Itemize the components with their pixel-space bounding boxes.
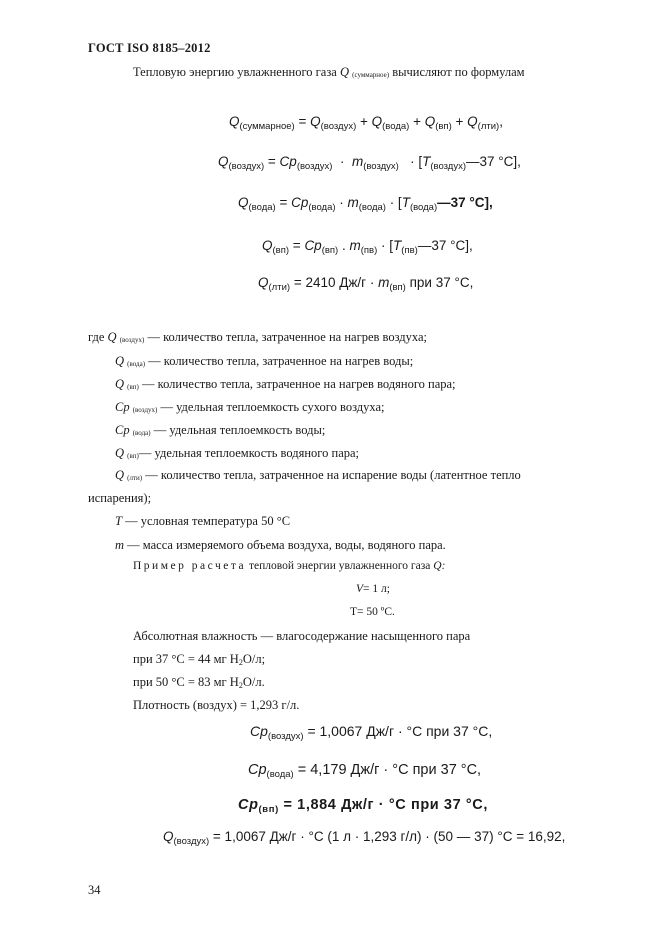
intro-symbol: Q bbox=[339, 65, 349, 79]
definition-text: — масса измеряемого объема воздуха, воды, водяного пара. bbox=[124, 538, 446, 552]
result-sub: (воздух) bbox=[173, 836, 210, 847]
formula-air-m: m bbox=[351, 154, 364, 169]
definition-item bbox=[115, 424, 325, 437]
definition-item bbox=[115, 469, 521, 482]
definition-sub: (воздух) bbox=[119, 336, 145, 344]
formula-water-tail: —37 °C], bbox=[437, 195, 493, 210]
formula-vapor-lhs-sub: (вп) bbox=[272, 245, 290, 256]
definition-lead: где bbox=[88, 330, 108, 344]
result-symbol: Cp bbox=[248, 762, 267, 778]
formula-air-m-sub: (воздух) bbox=[363, 161, 399, 172]
definition-symbol: Q bbox=[115, 446, 125, 460]
definition-symbol: Q bbox=[115, 468, 125, 482]
definition-sub: (воздух) bbox=[132, 406, 158, 414]
example-temperature: T= 50 ºC. bbox=[350, 606, 395, 618]
formula-water-t: T bbox=[401, 195, 410, 210]
formula-latent-m: m bbox=[378, 275, 390, 290]
result-sub: (воздух) bbox=[267, 731, 304, 742]
definition-sub: (лти) bbox=[127, 474, 143, 482]
formula-total-term4-sub: (лти) bbox=[477, 121, 500, 132]
definition-item bbox=[88, 331, 427, 344]
formula-vapor-t-sub: (пв) bbox=[401, 245, 418, 256]
formula-vapor-tail: —37 °C], bbox=[417, 238, 473, 253]
formula-latent-tail: при 37 °C, bbox=[405, 275, 474, 290]
formula-total-lhs: Q bbox=[229, 114, 240, 129]
formula-latent-lhs-sub: (лти) bbox=[268, 282, 291, 293]
formula-water: $Q_{(вода)} = Cp_{(вода)} \cdot m_{(вода)}$ · [$T_{(вода)}—37$ °C], bbox=[238, 195, 493, 213]
definition-symbol: m bbox=[115, 538, 125, 552]
definition-symbol: Q bbox=[115, 354, 125, 368]
formula-water-cp-sub: (вода) bbox=[308, 202, 336, 213]
definition-text: — удельная теплоемкость сухого воздуха; bbox=[157, 400, 385, 414]
definition-text: — удельная теплоемкость водяного пара; bbox=[138, 446, 360, 460]
humidity-37-b: O/л; bbox=[242, 652, 266, 666]
result-cp-air bbox=[250, 723, 492, 742]
definition-symbol: Q bbox=[115, 377, 125, 391]
result-sub: (вп) bbox=[258, 804, 279, 815]
formula-air-tail: —37 °C], bbox=[465, 154, 521, 169]
formula-vapor-t: T bbox=[393, 238, 402, 253]
example-volume bbox=[356, 584, 390, 596]
humidity-50-a: при 50 °C = 83 мг H bbox=[133, 675, 239, 689]
absolute-humidity-line: Абсолютная влажность — влагосодержание насыщенного пара bbox=[133, 629, 471, 643]
intro-after: вычисляют по формулам bbox=[389, 65, 525, 79]
intro-subscript: (суммарное) bbox=[352, 71, 390, 79]
formula-air-t: T bbox=[422, 154, 431, 169]
definition-text: — удельная теплоемкость воды; bbox=[150, 423, 326, 437]
formula-total-term4: Q bbox=[467, 114, 478, 129]
result-symbol: Cp bbox=[238, 797, 259, 813]
result-sub: (вода) bbox=[266, 769, 294, 780]
page-number: 34 bbox=[88, 883, 101, 897]
definition-symbol: Cp bbox=[115, 400, 130, 414]
formula-water-m: m bbox=[347, 195, 359, 210]
example-label: Пример расчета bbox=[133, 560, 247, 572]
formula-water-lhs-sub: (вода) bbox=[248, 202, 276, 213]
definition-text: — количество тепла, затраченное на нагрев воды; bbox=[145, 354, 414, 368]
formula-vapor-cp-sub: (вп) bbox=[321, 245, 339, 256]
formula-total-term2-sub: (вода) bbox=[382, 121, 410, 132]
formula-latent-m-sub: (вп) bbox=[389, 282, 406, 293]
result-text: = 1,0067 Дж/г · °C (1 л · 1,293 г/л) · (50 — 37) °C = 16,92, bbox=[212, 829, 566, 844]
formula-latent-lhs: Q bbox=[258, 275, 269, 290]
formula-water-lhs: Q bbox=[238, 195, 249, 210]
humidity-50-sub: 2 bbox=[238, 681, 243, 690]
formula-water-cp: Cp bbox=[291, 195, 309, 210]
formula-total-term3-sub: (вп) bbox=[435, 121, 452, 132]
definition-item bbox=[115, 401, 385, 414]
result-symbol: Q bbox=[163, 829, 174, 844]
definition-text: — количество тепла, затраченное на нагрев водяного пара; bbox=[138, 377, 456, 391]
result-q-air bbox=[163, 829, 565, 847]
result-symbol: Cp bbox=[250, 723, 268, 739]
formula-vapor-m-sub: (пв) bbox=[360, 245, 378, 256]
formula-total: $Q_{(суммарное)} = Q_{(воздух)} + Q_{(вода)} + Q_{(вп)} + Q_{(лти)}$, bbox=[229, 114, 503, 132]
formula-air: $Q_{(воздух)} = Cp_{(воздух)} \cdot m_{(воздух)}$ · [$T_{(воздух)}—37$ °C], bbox=[218, 154, 521, 172]
humidity-37 bbox=[133, 653, 265, 667]
definition-text: — количество тепла, затраченное на испарение воды (латентное тепло bbox=[142, 468, 521, 482]
formula-vapor-m: m bbox=[349, 238, 361, 253]
definition-symbol: T bbox=[115, 514, 122, 528]
volume-symbol: V bbox=[356, 583, 364, 595]
formula-air-lhs: Q bbox=[218, 154, 229, 169]
volume-value: = 1 л; bbox=[363, 583, 390, 595]
definition-symbol: Q bbox=[107, 330, 117, 344]
formula-total-term2: Q bbox=[371, 114, 383, 129]
result-text: = 4,179 Дж/г · °C при 37 °C, bbox=[297, 762, 482, 778]
result-text: = 1,884 Дж/г · °C при 37 °C, bbox=[283, 797, 488, 813]
formula-air-lhs-sub: (воздух) bbox=[228, 161, 265, 172]
intro-before: Тепловую энергию увлажненного газа bbox=[133, 65, 340, 79]
formula-total-term1: Q bbox=[310, 114, 321, 129]
definition-sub: (вп) bbox=[127, 383, 139, 391]
definition-sub: (вода) bbox=[132, 429, 151, 437]
humidity-50 bbox=[133, 676, 265, 690]
definition-item bbox=[115, 515, 290, 528]
result-cp-vapor bbox=[238, 797, 488, 815]
formula-air-t-sub: (воздух) bbox=[430, 161, 466, 172]
definition-item bbox=[115, 355, 413, 368]
formula-air-cp-sub: (воздух) bbox=[296, 161, 333, 172]
formula-latent-value: = 2410 Дж/г · bbox=[293, 275, 379, 290]
definition-text: — условная температура 50 °C bbox=[121, 514, 291, 528]
definition-continuation bbox=[88, 492, 151, 505]
formula-total-lhs-sub: (суммарное) bbox=[239, 121, 295, 132]
formula-vapor-cp: Cp bbox=[304, 238, 322, 253]
example-symbol: Q: bbox=[433, 560, 446, 572]
humidity-37-sub: 2 bbox=[238, 658, 243, 667]
definition-item bbox=[115, 378, 456, 391]
definition-sub: (вода) bbox=[127, 360, 146, 368]
formula-water-m-sub: (вода) bbox=[358, 202, 386, 213]
intro-line bbox=[133, 66, 525, 79]
result-text: = 1,0067 Дж/г · °C при 37 °C, bbox=[307, 723, 493, 739]
definition-item bbox=[115, 447, 359, 460]
formula-water-t-sub: (вода) bbox=[409, 202, 438, 213]
definition-text: испарения); bbox=[88, 491, 152, 505]
definition-text: — количество тепла, затраченное на нагрев воздуха; bbox=[144, 330, 428, 344]
definition-sub: (вп) bbox=[127, 452, 139, 460]
definition-symbol: Cp bbox=[115, 423, 130, 437]
definition-item bbox=[115, 539, 446, 552]
example-text: тепловой энергии увлажненного газа bbox=[246, 560, 434, 572]
density-line: Плотность (воздух) = 1,293 г/л. bbox=[133, 698, 300, 712]
example-heading bbox=[133, 561, 445, 573]
humidity-37-a: при 37 °C = 44 мг H bbox=[133, 652, 239, 666]
formula-total-term1-sub: (воздух) bbox=[320, 121, 357, 132]
formula-vapor: $Q_{(вп)} = Cp_{(вп)}$ . $m_{(пв)}$ · [$T_{(пв)}—37$ °C], bbox=[262, 238, 473, 256]
formula-total-term3: Q bbox=[424, 114, 436, 129]
result-cp-water bbox=[248, 762, 481, 780]
formula-air-cp: Cp bbox=[279, 154, 297, 169]
formula-latent bbox=[258, 275, 473, 293]
formula-vapor-lhs: Q bbox=[262, 238, 273, 253]
standard-header: ГОСТ ISO 8185–2012 bbox=[88, 41, 211, 55]
humidity-50-b: O/л. bbox=[242, 675, 265, 689]
